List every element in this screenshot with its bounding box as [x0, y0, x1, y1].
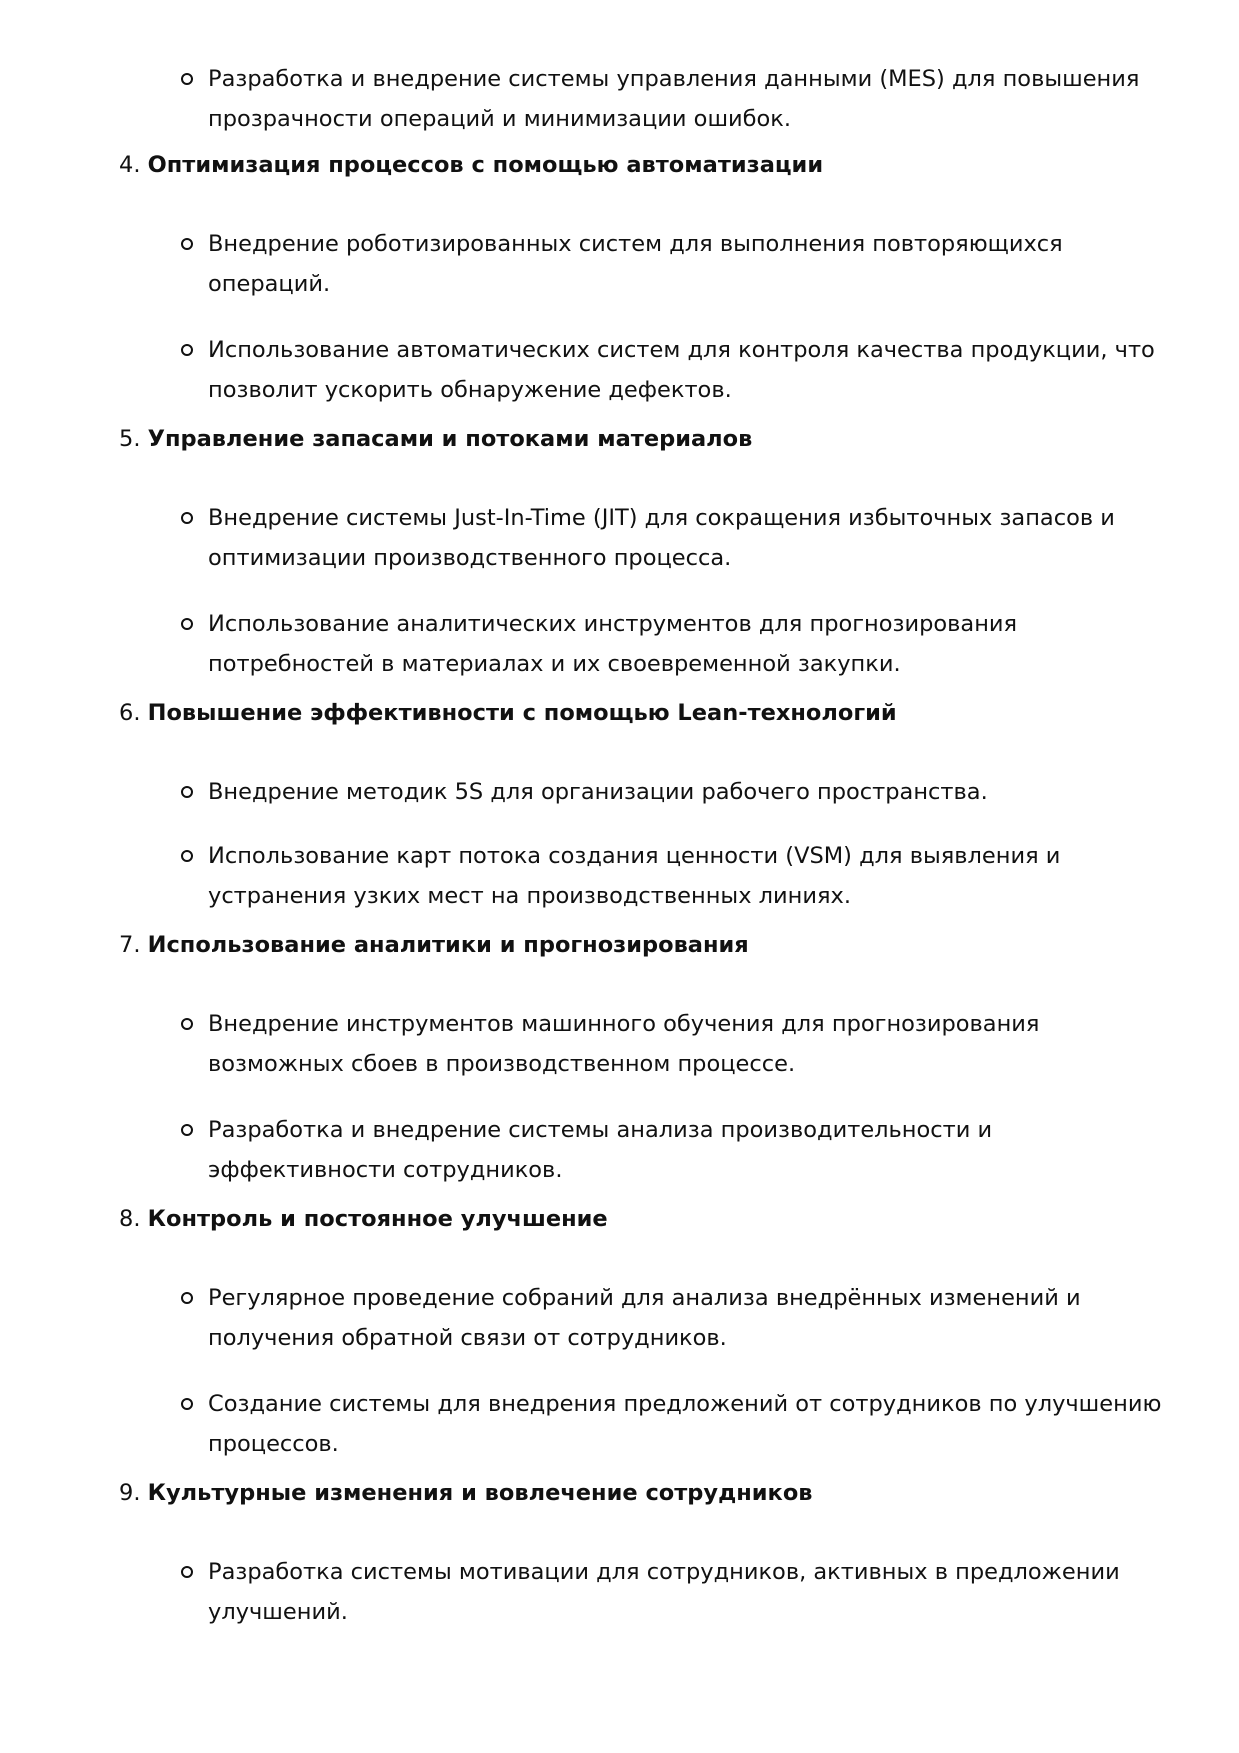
- section-title: Управление запасами и потоками материалов: [147, 426, 753, 452]
- section-title: Повышение эффективности с помощью Lean-технологий: [147, 700, 897, 726]
- list-item: [208, 1384, 1168, 1464]
- section-title: Культурные изменения и вовлечение сотрудников: [147, 1480, 813, 1506]
- section-number: 9.: [119, 1480, 141, 1506]
- hollow-circle-bullet-icon: [181, 1566, 193, 1578]
- list-item: [208, 224, 1168, 304]
- section-title: Использование аналитики и прогнозирования: [147, 932, 749, 958]
- list-item-text: Использование карт потока создания ценности (VSM) для выявления и устранения узких мест на производственных линиях.: [208, 843, 1061, 909]
- list-item-text: Регулярное проведение собраний для анализа внедрённых изменений и получения обратной связи от сотрудников.: [208, 1285, 1081, 1351]
- list-item-text: Использование аналитических инструментов для прогнозирования потребностей в материалах и их своевременной закупки.: [208, 611, 1018, 677]
- list-item-text: Использование автоматических систем для контроля качества продукции, что позволит ускорить обнаружение дефектов.: [208, 337, 1155, 403]
- hollow-circle-bullet-icon: [181, 1292, 193, 1304]
- section-heading: [119, 1478, 813, 1508]
- list-item: [208, 1552, 1168, 1632]
- hollow-circle-bullet-icon: [181, 786, 193, 798]
- list-item-text: Внедрение системы Just-In-Time (JIT) для сокращения избыточных запасов и оптимизации производственного процесса.: [208, 505, 1115, 571]
- section-title: Контроль и постоянное улучшение: [147, 1206, 608, 1232]
- section-heading: [119, 424, 752, 454]
- list-item: [208, 498, 1168, 578]
- hollow-circle-bullet-icon: [181, 1124, 193, 1136]
- section-heading: [119, 150, 823, 180]
- list-item-text: Создание системы для внедрения предложений от сотрудников по улучшению процессов.: [208, 1391, 1162, 1457]
- list-item-text: Внедрение методик 5S для организации рабочего пространства.: [208, 779, 988, 805]
- section-number: 4.: [119, 152, 141, 178]
- list-item: [208, 1004, 1168, 1084]
- list-item-text: Разработка и внедрение системы управления данными (MES) для повышения прозрачности операций и минимизации ошибок.: [208, 66, 1140, 132]
- hollow-circle-bullet-icon: [181, 1018, 193, 1030]
- hollow-circle-bullet-icon: [181, 618, 193, 630]
- list-item: [208, 330, 1168, 410]
- list-item-text: Внедрение инструментов машинного обучения для прогнозирования возможных сбоев в производственном процессе.: [208, 1011, 1040, 1077]
- list-item: [208, 1278, 1168, 1358]
- section-heading: [119, 930, 749, 960]
- list-item: [208, 59, 1168, 139]
- section-heading: [119, 698, 897, 728]
- hollow-circle-bullet-icon: [181, 238, 193, 250]
- section-number: 5.: [119, 426, 141, 452]
- hollow-circle-bullet-icon: [181, 850, 193, 862]
- list-item-text: Внедрение роботизированных систем для выполнения повторяющихся операций.: [208, 231, 1063, 297]
- hollow-circle-bullet-icon: [181, 344, 193, 356]
- hollow-circle-bullet-icon: [181, 73, 193, 85]
- list-item: [208, 772, 1168, 812]
- section-number: 8.: [119, 1206, 141, 1232]
- list-item: [208, 1110, 1168, 1190]
- list-item-text: Разработка и внедрение системы анализа производительности и эффективности сотрудников.: [208, 1117, 993, 1183]
- hollow-circle-bullet-icon: [181, 1398, 193, 1410]
- section-heading: [119, 1204, 608, 1234]
- section-number: 6.: [119, 700, 141, 726]
- list-item: [208, 604, 1168, 684]
- hollow-circle-bullet-icon: [181, 512, 193, 524]
- list-item: [208, 836, 1168, 916]
- section-number: 7.: [119, 932, 141, 958]
- list-item-text: Разработка системы мотивации для сотрудников, активных в предложении улучшений.: [208, 1559, 1120, 1625]
- section-title: Оптимизация процессов с помощью автоматизации: [147, 152, 824, 178]
